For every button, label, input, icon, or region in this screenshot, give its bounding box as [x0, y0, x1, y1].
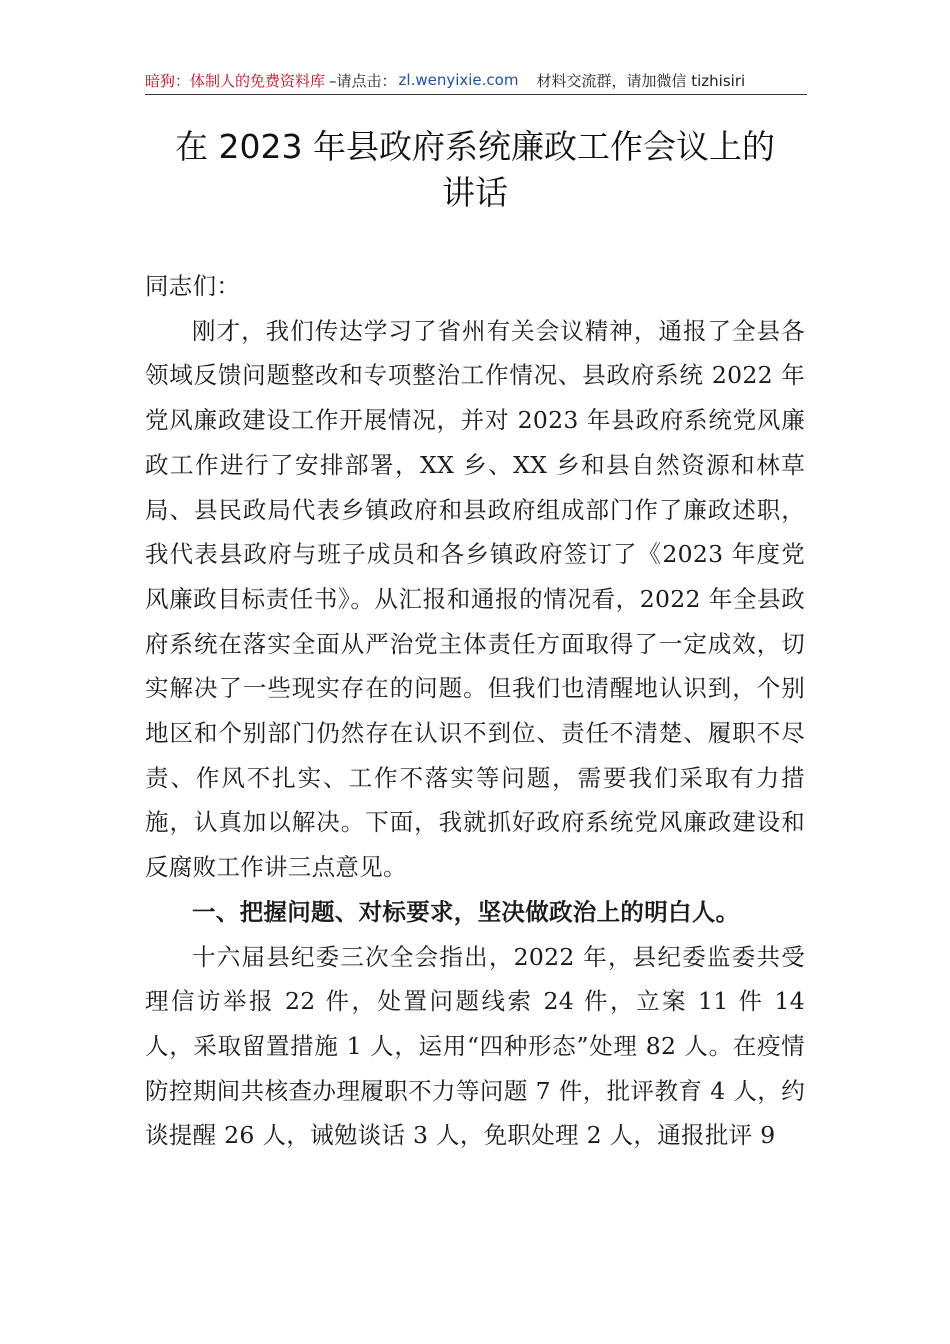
document-body [145, 264, 805, 1158]
paragraph-section-1: 十六届县纪委三次全会指出，2022 年，县纪委监委共受理信访举报 22 件，处置问题线索 24 件，立案 11 件 14 人，采取留置措施 1 人，运用“四种形态”处理 82 人。在疫情防控期间共核查办理履职不力等问题 7 件，批评教育 4 人，约谈提醒 26 人，诫勉谈话 3 人，免职处理 2 人，通报批评 9 [145, 942, 805, 1150]
document-title [145, 124, 805, 216]
header-site-name: 暗狗：体制人的免费资料库 [145, 71, 326, 90]
page-header [145, 66, 805, 94]
header-url-link[interactable]: zl.wenyixie.com [398, 71, 519, 89]
paragraph-opening: 刚才，我们传达学习了省州有关会议精神，通报了全县各领域反馈问题整改和专项整治工作情况、县政府系统 2022 年党风廉政建设工作开展情况，并对 2023 年县政府系统党风廉政工作进行了安排部署，XX 乡、XX 乡和县自然资源和林草局、县民政局代表乡镇政府和县政府组成部门作了廉政述职，我代表县政府与班子成员和各乡镇政府签订了《2023 年度党风廉政目标责任书》。从汇报和通报的情况看，2022 年全县政府系统在落实全面从严治党主体责任方面取得了一定成效，切实解决了一些现实存在的问题。但我们也清醒地认识到，个别地区和个别部门仍然存在认识不到位、责任不清楚、履职不尽责、作风不扎实、工作不落实等问题，需要我们采取有力措施，认真加以解决。下面，我就抓好政府系统党风廉政建设和反腐败工作讲三点意见。 [145, 316, 805, 882]
title-line-2: 讲话 [442, 173, 508, 212]
header-click-prompt: –请点击： [329, 71, 397, 90]
header-wechat-note: 材料交流群，请加微信 tizhisiri [536, 71, 746, 90]
salutation: 同志们： [145, 272, 241, 300]
section-heading-1: 一、把握问题、对标要求，坚决做政治上的明白人。 [192, 897, 740, 926]
title-line-1: 在 2023 年县政府系统廉政工作会议上的 [175, 127, 775, 166]
header-divider [145, 94, 807, 95]
